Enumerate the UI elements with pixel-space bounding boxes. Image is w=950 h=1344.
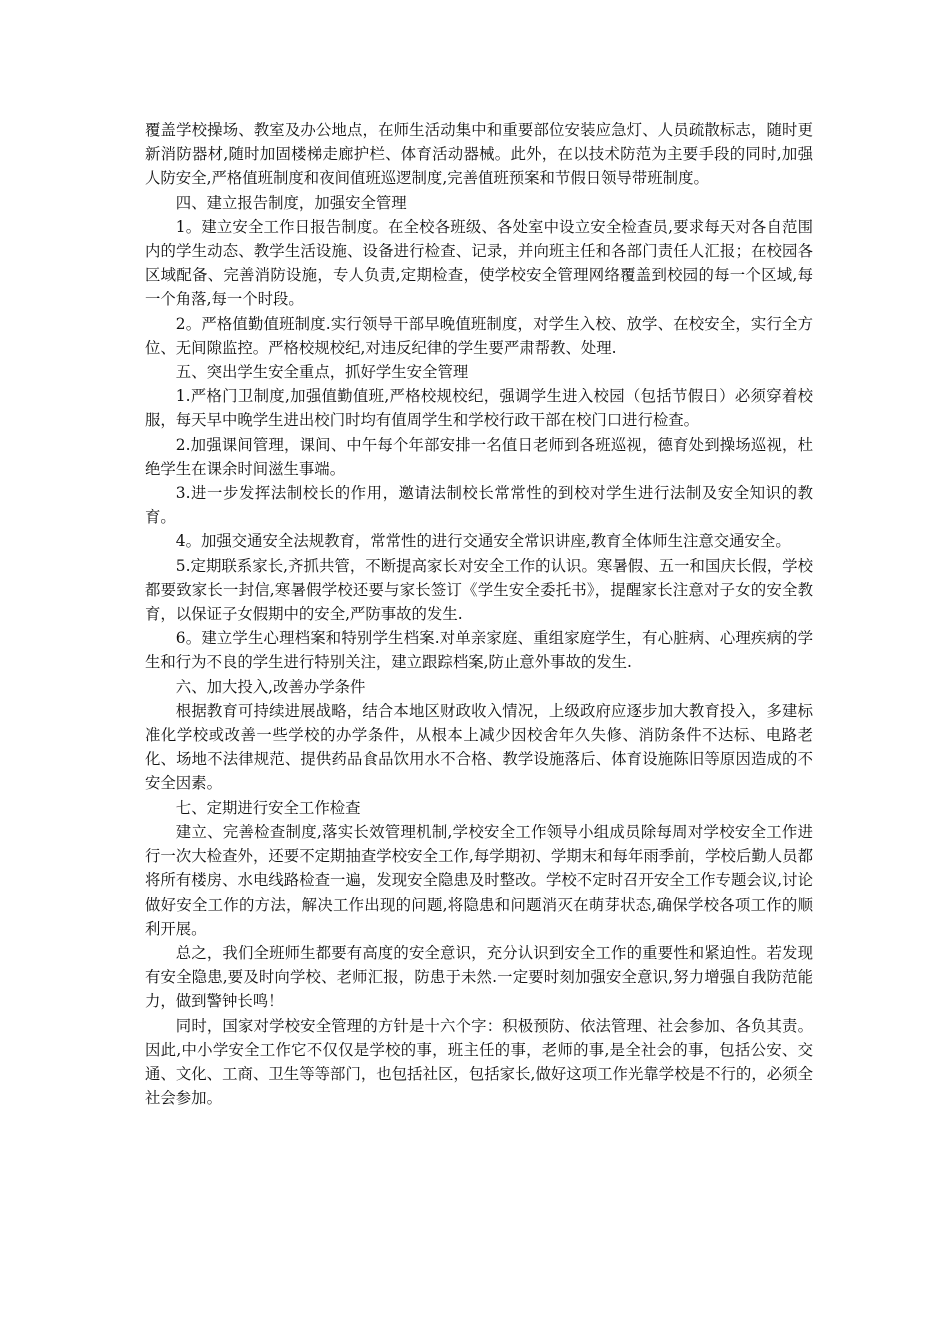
- paragraph-4-2: 2。严格值勤值班制度.实行领导干部早晚值班制度，对学生入校、放学、在校安全，实行全方位、无间隙监控。严格校规校纪,对违反纪律的学生要严肃帮教、处理.: [145, 314, 813, 357]
- paragraph-5-5: 5.定期联系家长,齐抓共管，不断提高家长对安全工作的认识。寒暑假、五一和国庆长假，学校都要致家长一封信,寒暑假学校还要与家长签订《学生安全委托书》，提醒家长注意对子女的安全教育，以保证子女假期中的安全,严防事故的发生.: [145, 556, 813, 624]
- section-heading-4: 四、建立报告制度，加强安全管理: [175, 193, 407, 212]
- paragraph-5-3: 3.进一步发挥法制校长的作用，邀请法制校长常常性的到校对学生进行法制及安全知识的教育。: [145, 484, 813, 527]
- section-heading-7: 七、定期进行安全工作检查: [175, 798, 361, 817]
- paragraph-5-4: 4。加强交通安全法规教育，常常性的进行交通安全常识讲座,教育全体师生注意交通安全。: [175, 532, 791, 551]
- section-heading-6: 六、加大投入,改善办学条件: [175, 677, 366, 696]
- paragraph-summary: 总之，我们全班师生都要有高度的安全意识，充分认识到安全工作的重要性和紧迫性。若发现有安全隐患,要及时向学校、老师汇报，防患于未然.一定要时刻加强安全意识,努力增强自我防范能力，做到警钟长鸣！: [145, 943, 813, 1011]
- paragraph-4-1: 1。建立安全工作日报告制度。在全校各班级、各处室中设立安全检查员,要求每天对各自范围内的学生动态、教学生活设施、设备进行检查、记录，并向班主任和各部门责任人汇报；在校园各区域配备、完善消防设施，专人负责,定期检查，使学校安全管理网络覆盖到校园的每一个区域,每一个角落,每一个时段。: [145, 217, 813, 309]
- paragraph-5-1: 1.严格门卫制度,加强值勤值班,严格校规校纪，强调学生进入校园（包括节假日）必须穿着校服，每天早中晚学生进出校门时均有值周学生和学校行政干部在校门口进行检查。: [145, 387, 813, 430]
- paragraph-6: 根据教育可持续进展战略，结合本地区财政收入情况，上级政府应逐步加大教育投入，多建标准化学校或改善一些学校的办学条件，从根本上减少因校舍年久失修、消防条件不达标、电路老化、场地不法律规范、提供药品食品饮用水不合格、教学设施落后、体育设施陈旧等原因造成的不安全因素。: [145, 701, 813, 793]
- section-heading-5: 五、突出学生安全重点，抓好学生安全管理: [175, 363, 469, 382]
- paragraph-intro: 覆盖学校操场、教室及办公地点，在师生活动集中和重要部位安装应急灯、人员疏散标志，随时更新消防器材,随时加固楼梯走廊护栏、体育活动器械。此外，在以技术防范为主要手段的同时,加强人防安全,严格值班制度和夜间值班巡逻制度,完善值班预案和节假日领导带班制度。: [145, 121, 813, 188]
- paragraph-5-2: 2.加强课间管理，课间、中午每个年部安排一名值日老师到各班巡视，德育处到操场巡视，杜绝学生在课余时间滋生事端。: [145, 435, 813, 478]
- paragraph-5-6: 6。建立学生心理档案和特别学生档案.对单亲家庭、重组家庭学生，有心脏病、心理疾病的学生和行为不良的学生进行特别关注，建立跟踪档案,防止意外事故的发生.: [145, 629, 813, 672]
- paragraph-conclusion: 同时，国家对学校安全管理的方针是十六个字：积极预防、依法管理、社会参加、各负其责。因此,中小学安全工作它不仅仅是学校的事，班主任的事，老师的事,是全社会的事，包括公安、交通、文化、工商、卫生等等部门，也包括社区，包括家长,做好这项工作光靠学校是不行的，必须全社会参加。: [145, 1016, 813, 1108]
- document-page: [145, 118, 813, 1110]
- paragraph-7: 建立、完善检查制度,落实长效管理机制,学校安全工作领导小组成员除每周对学校安全工作进行一次大检查外，还要不定期抽查学校安全工作,每学期初、学期末和每年雨季前，学校后勤人员都将所有楼房、水电线路检查一遍，发现安全隐患及时整改。学校不定时召开安全工作专题会议,讨论做好安全工作的方法，解决工作出现的问题,将隐患和问题消灭在萌芽状态,确保学校各项工作的顺利开展。: [145, 822, 813, 938]
